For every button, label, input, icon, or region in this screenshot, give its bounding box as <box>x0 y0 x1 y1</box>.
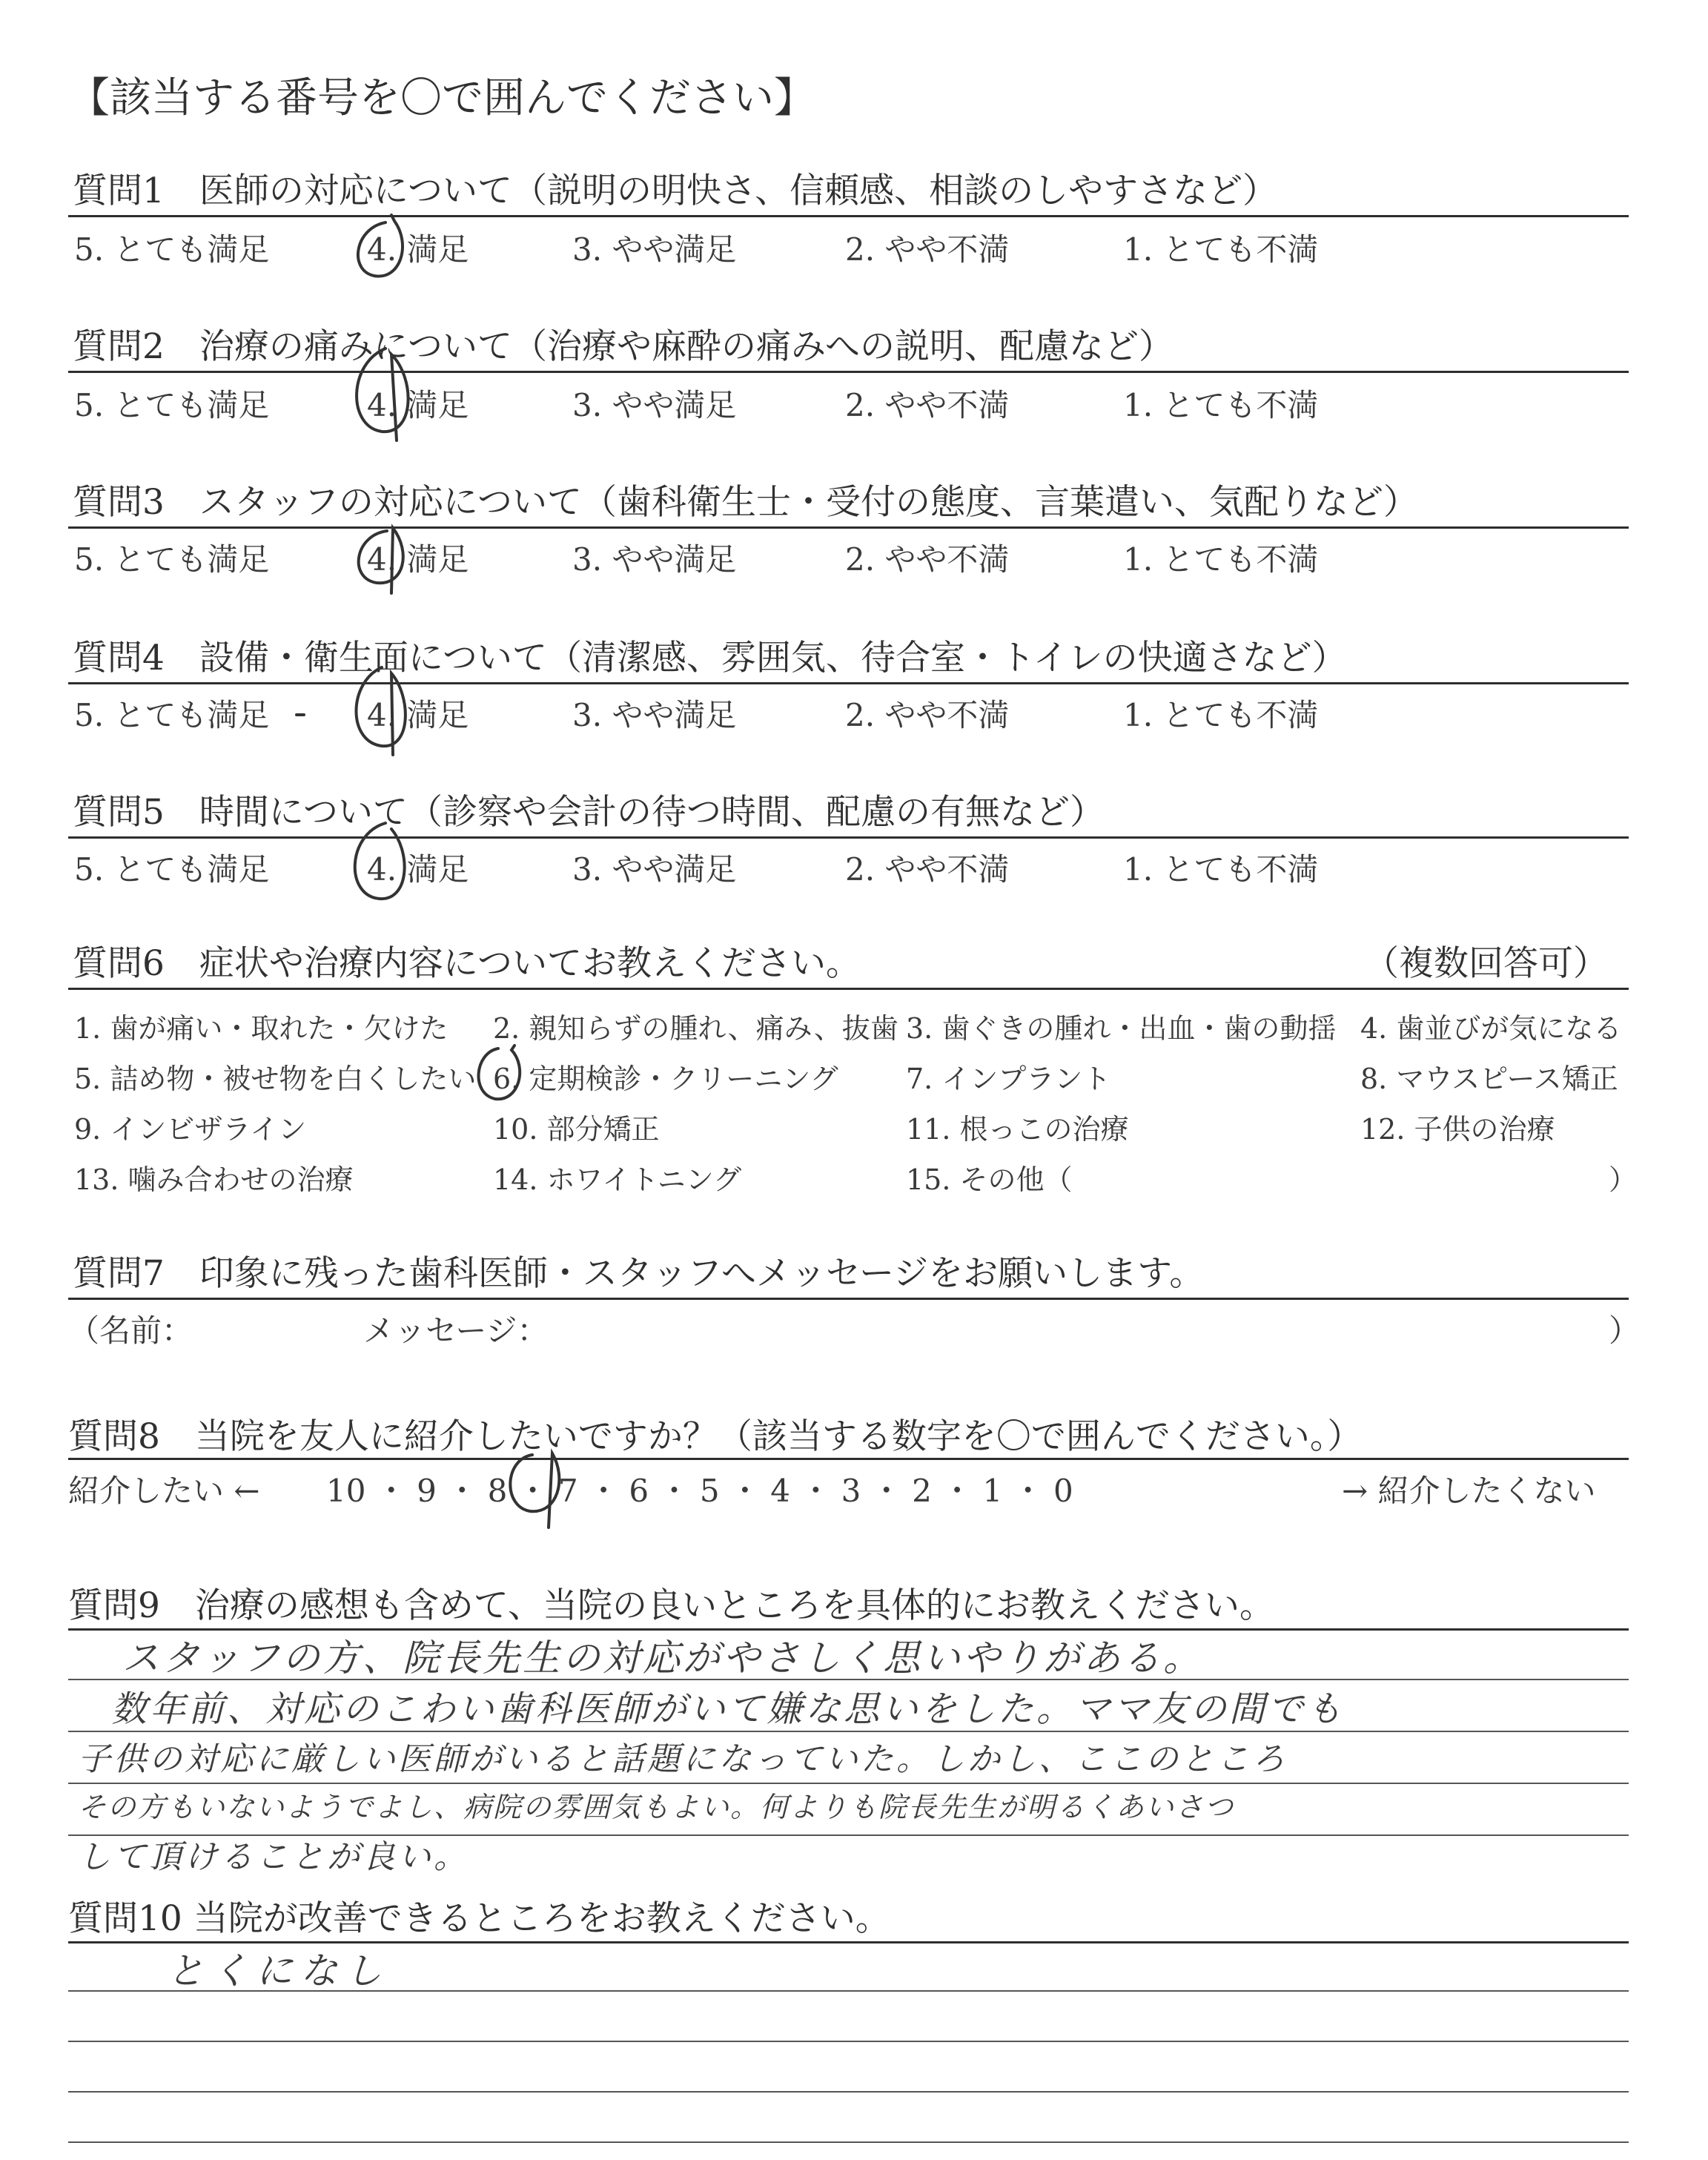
q1-option-5[interactable]: 5. とても満足 <box>74 231 270 268</box>
q6-option-1[interactable]: 1. 歯が痛い・取れた・欠けた <box>74 1012 448 1045</box>
q9-answer-line-2: 数年前、対応のこわい歯科医師がいて嫌な思いをした。ママ友の間でも <box>111 1688 1345 1730</box>
q4-option-4[interactable]: 4. 満足 <box>367 697 469 733</box>
q8-scale[interactable]: 10 ・ 9 ・ 8 ・ 7 ・ 6 ・ 5 ・ 4 ・ 3 ・ 2 ・ 1 ・ 0 <box>326 1473 1073 1509</box>
q3-selection-circle <box>359 528 403 593</box>
q3-option-4[interactable]: 4. 満足 <box>367 541 469 578</box>
page-heading: 【該当する番号を〇で囲んでください】 <box>68 74 815 122</box>
q10-answer: とくになし <box>167 1949 389 1992</box>
question-6-note: （複数回答可） <box>1364 943 1608 984</box>
q6-option-13[interactable]: 13. 噛み合わせの治療 <box>74 1163 354 1196</box>
q8-right-label: → 紹介したくない <box>1342 1473 1596 1509</box>
q6-option-11[interactable]: 11. 根っこの治療 <box>906 1113 1129 1146</box>
q3-option-5[interactable]: 5. とても満足 <box>74 541 270 578</box>
q4-selection-circle <box>356 667 405 755</box>
q9-answer-line-4: その方もいないようでよし、病院の雰囲気もよい。何よりも院長先生が明るくあいさつ <box>78 1791 1235 1823</box>
q3-option-1[interactable]: 1. とても不満 <box>1123 541 1319 578</box>
q5-option-3[interactable]: 3. やや満足 <box>572 851 737 888</box>
q5-selection-circle <box>355 823 405 899</box>
q1-option-4[interactable]: 4. 満足 <box>367 231 469 268</box>
q5-option-4[interactable]: 4. 満足 <box>367 851 469 888</box>
q7-close: ） <box>1609 1312 1641 1349</box>
q9-answer-line-5: して頂けることが良い。 <box>78 1838 469 1876</box>
question-1-title: 質問1 医師の対応について（説明の明快さ、信頼感、相談のしやすさなど） <box>73 171 1278 211</box>
question-8-title: 質問8 当院を友人に紹介したいですか？（該当する数字を〇で囲んでください。） <box>68 1416 1363 1457</box>
question-4-title: 質問4 設備・衛生面について（清潔感、雰囲気、待合室・トイレの快適さなど） <box>73 638 1347 678</box>
q2-option-3[interactable]: 3. やや満足 <box>572 387 737 423</box>
q6-option-14[interactable]: 14. ホワイトニング <box>493 1163 742 1196</box>
q6-option-6[interactable]: 6. 定期検診・クリーニング <box>493 1063 838 1095</box>
q8-selection-circle <box>510 1453 559 1527</box>
q2-option-5[interactable]: 5. とても満足 <box>74 387 270 423</box>
q2-option-2[interactable]: 2. やや不満 <box>845 387 1010 423</box>
q6-option-10[interactable]: 10. 部分矯正 <box>493 1113 660 1146</box>
q6-option-8[interactable]: 8. マウスピース矯正 <box>1360 1063 1618 1095</box>
question-6-title: 質問6 症状や治療内容についてお教えください。 <box>73 943 861 984</box>
q5-option-5[interactable]: 5. とても満足 <box>74 851 270 888</box>
q4-option-2[interactable]: 2. やや不満 <box>845 697 1010 733</box>
question-10-title: 質問10 当院が改善できるところをお教えください。 <box>68 1898 890 1939</box>
q4-option-1[interactable]: 1. とても不満 <box>1123 697 1319 733</box>
q1-selection-circle <box>358 215 403 277</box>
question-5-title: 質問5 時間について（診察や会計の待つ時間、配慮の有無など） <box>73 792 1105 833</box>
q6-option-2[interactable]: 2. 親知らずの腫れ、痛み、抜歯 <box>493 1012 898 1045</box>
q9-answer-line-3: 子供の対応に厳しい医師がいると話題になっていた。しかし、ここのところ <box>78 1740 1288 1778</box>
q3-option-2[interactable]: 2. やや不満 <box>845 541 1010 578</box>
q2-selection-circle <box>357 349 408 440</box>
question-2-title: 質問2 治療の痛みについて（治療や麻酔の痛みへの説明、配慮など） <box>73 326 1174 367</box>
q7-name-label: （名前： <box>68 1312 193 1349</box>
q6-option-15-close: ） <box>1609 1163 1638 1196</box>
q6-option-15[interactable]: 15. その他（ <box>906 1163 1073 1196</box>
q5-option-1[interactable]: 1. とても不満 <box>1123 851 1319 888</box>
q1-option-3[interactable]: 3. やや満足 <box>572 231 737 268</box>
q4-option-3[interactable]: 3. やや満足 <box>572 697 737 733</box>
q2-option-1[interactable]: 1. とても不満 <box>1123 387 1319 423</box>
q9-answer-line-1: スタッフの方、院長先生の対応がやさしく思いやりがある。 <box>122 1636 1203 1680</box>
question-9-title: 質問9 治療の感想も含めて、当院の良いところを具体的にお教えください。 <box>68 1585 1274 1626</box>
q6-option-9[interactable]: 9. インビザライン <box>74 1113 307 1146</box>
q6-option-4[interactable]: 4. 歯並びが気になる <box>1360 1012 1622 1045</box>
q6-option-7[interactable]: 7. インプラント <box>906 1063 1111 1095</box>
q8-left-label: 紹介したい ← <box>68 1473 260 1509</box>
question-7-title: 質問7 印象に残った歯科医師・スタッフへメッセージをお願いします。 <box>73 1253 1205 1294</box>
q3-option-3[interactable]: 3. やや満足 <box>572 541 737 578</box>
q1-option-1[interactable]: 1. とても不満 <box>1123 231 1319 268</box>
question-3-title: 質問3 スタッフの対応について（歯科衛生士・受付の態度、言葉遣い、気配りなど） <box>73 482 1418 523</box>
q1-option-2[interactable]: 2. やや不満 <box>845 231 1010 268</box>
q7-message-label: メッセージ： <box>363 1312 549 1349</box>
q6-option-5[interactable]: 5. 詰め物・被せ物を白くしたい <box>74 1063 477 1095</box>
q5-option-2[interactable]: 2. やや不満 <box>845 851 1010 888</box>
q4-option-5[interactable]: 5. とても満足 <box>74 697 270 733</box>
q6-selection-circle <box>479 1046 520 1099</box>
q2-option-4[interactable]: 4. 満足 <box>367 387 469 423</box>
q6-option-3[interactable]: 3. 歯ぐきの腫れ・出血・歯の動揺 <box>906 1012 1337 1045</box>
q6-option-12[interactable]: 12. 子供の治療 <box>1360 1113 1555 1146</box>
